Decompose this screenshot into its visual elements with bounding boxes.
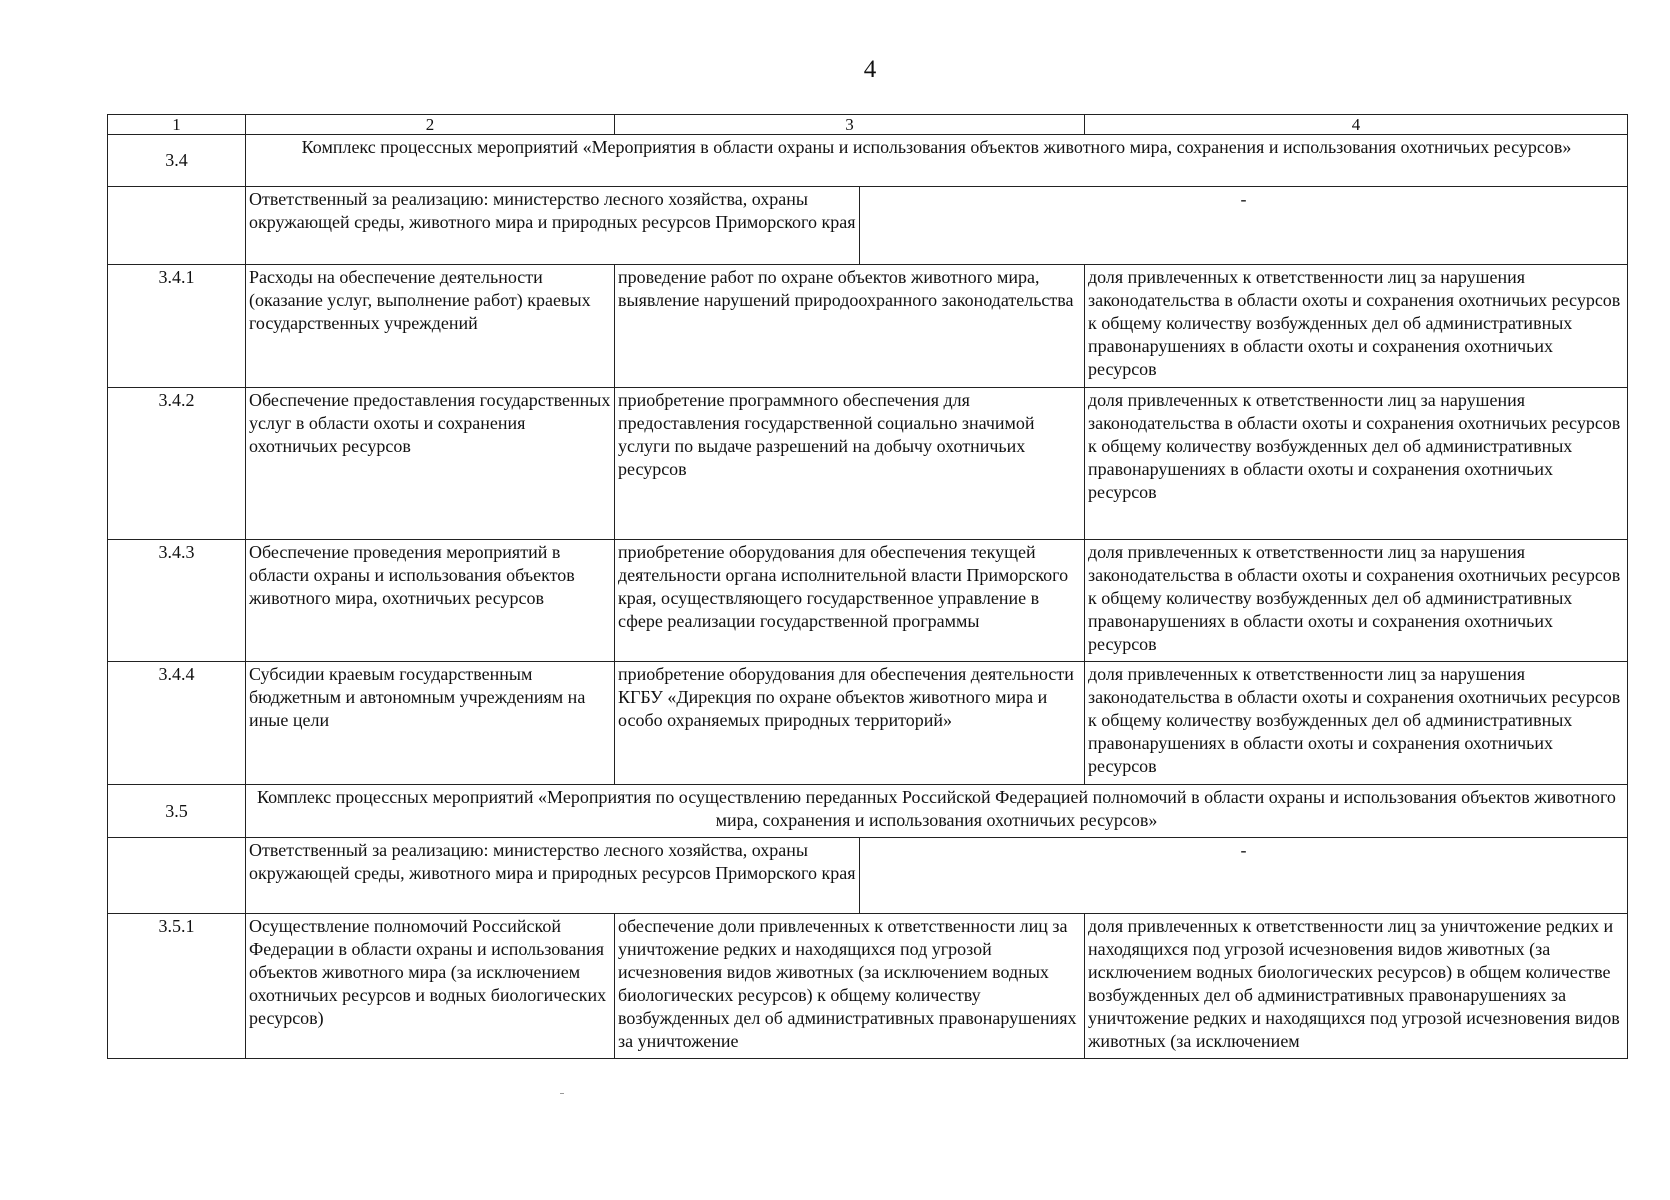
row-result-cell: приобретение программного обеспечения для предоставления государственной социально значимой услуги по выдаче разрешений на добычу охотничьих ресурсов [615,388,1085,540]
section-title: Комплекс процессных мероприятий «Мероприятия по осуществлению переданных Российской Федерацией полномочий в области охраны и использования объектов животного мира, сохранения и использования охотничьих ресурсов» [246,785,1628,838]
row-indicator-cell: доля привлеченных к ответственности лиц за уничтожение редких и находящихся под угрозой исчезновения видов животных (за исключением водных биологических ресурсов) в общем количестве возбужденных дел об административных правонарушениях за уничтожение редких и находящихся под угрозой исчезновения видов животных (за исключением [1085,914,1628,1059]
row-indicator-cell: доля привлеченных к ответственности лиц за нарушения законодательства в области охоты и сохранения охотничьих ресурсов к общему количеству возбужденных дел об административных правонарушениях в области охоты и сохранения охотничьих ресурсов [1085,388,1628,540]
page-number: 4 [863,56,877,83]
header-cell-4: 4 [1085,115,1628,135]
row-indicator-cell: доля привлеченных к ответственности лиц за нарушения законодательства в области охоты и сохранения охотничьих ресурсов к общему количеству возбужденных дел об административных правонарушениях в области охоты и сохранения охотничьих ресурсов [1085,662,1628,785]
section-row [108,785,1628,838]
row-number: 3.4.3 [108,540,246,662]
row-name-cell: Субсидии краевым государственным бюджетным и автономным учреждениям на иные цели [246,662,615,785]
table-row [108,662,1628,785]
header-row [108,115,1628,135]
header-cell-1: 1 [108,115,246,135]
row-number: 3.5.1 [108,914,246,1059]
row-result-cell: проведение работ по охране объектов животного мира, выявление нарушений природоохранного законодательства [615,265,1085,388]
row-result-cell: приобретение оборудования для обеспечения текущей деятельности органа исполнительной власти Приморского края, осуществляющего государственное управление в сфере реализации государственной программы [615,540,1085,662]
row-name-cell: Расходы на обеспечение деятельности (оказание услуг, выполнение работ) краевых государственных учреждений [246,265,615,388]
responsible-text: Ответственный за реализацию: министерство лесного хозяйства, охраны окружающей среды, животного мира и природных ресурсов Приморского края [246,838,860,914]
responsible-row [108,187,1628,265]
responsible-value: - [860,838,1628,914]
row-indicator-cell: доля привлеченных к ответственности лиц за нарушения законодательства в области охоты и сохранения охотничьих ресурсов к общему количеству возбужденных дел об административных правонарушениях в области охоты и сохранения охотничьих ресурсов [1085,265,1628,388]
row-name-cell: Обеспечение предоставления государственных услуг в области охоты и сохранения охотничьих ресурсов [246,388,615,540]
row-result-cell: обеспечение доли привлеченных к ответственности лиц за уничтожение редких и находящихся под угрозой исчезновения видов животных (за исключением водных биологических ресурсов) к общему количеству возбужденных дел об административных правонарушениях за уничтожение [615,914,1085,1059]
scan-artifact [560,1093,564,1094]
responsible-value: - [860,187,1628,265]
row-number: 3.4.4 [108,662,246,785]
responsible-row [108,838,1628,914]
table-row [108,388,1628,540]
section-row [108,135,1628,187]
header-cell-3: 3 [615,115,1085,135]
header-cell-2: 2 [246,115,615,135]
table-row [108,265,1628,388]
table-row [108,540,1628,662]
row-name-cell: Обеспечение проведения мероприятий в области охраны и использования объектов животного мира, охотничьих ресурсов [246,540,615,662]
section-number: 3.4 [108,135,246,187]
responsible-blank-cell [108,187,246,265]
row-result-cell: приобретение оборудования для обеспечения деятельности КГБУ «Дирекция по охране объектов животного мира и особо охраняемых природных территорий» [615,662,1085,785]
row-name-cell: Осуществление полномочий Российской Федерации в области охраны и использования объектов животного мира (за исключением охотничьих ресурсов и водных биологических ресурсов) [246,914,615,1059]
responsible-blank-cell [108,838,246,914]
table-row [108,914,1628,1059]
row-indicator-cell: доля привлеченных к ответственности лиц за нарушения законодательства в области охоты и сохранения охотничьих ресурсов к общему количеству возбужденных дел об административных правонарушениях в области охоты и сохранения охотничьих ресурсов [1085,540,1628,662]
row-number: 3.4.2 [108,388,246,540]
section-number: 3.5 [108,785,246,838]
row-number: 3.4.1 [108,265,246,388]
section-title: Комплекс процессных мероприятий «Мероприятия в области охраны и использования объектов животного мира, сохранения и использования охотничьих ресурсов» [246,135,1628,187]
responsible-text: Ответственный за реализацию: министерство лесного хозяйства, охраны окружающей среды, животного мира и природных ресурсов Приморского края [246,187,860,265]
measures-table [107,114,1628,1059]
